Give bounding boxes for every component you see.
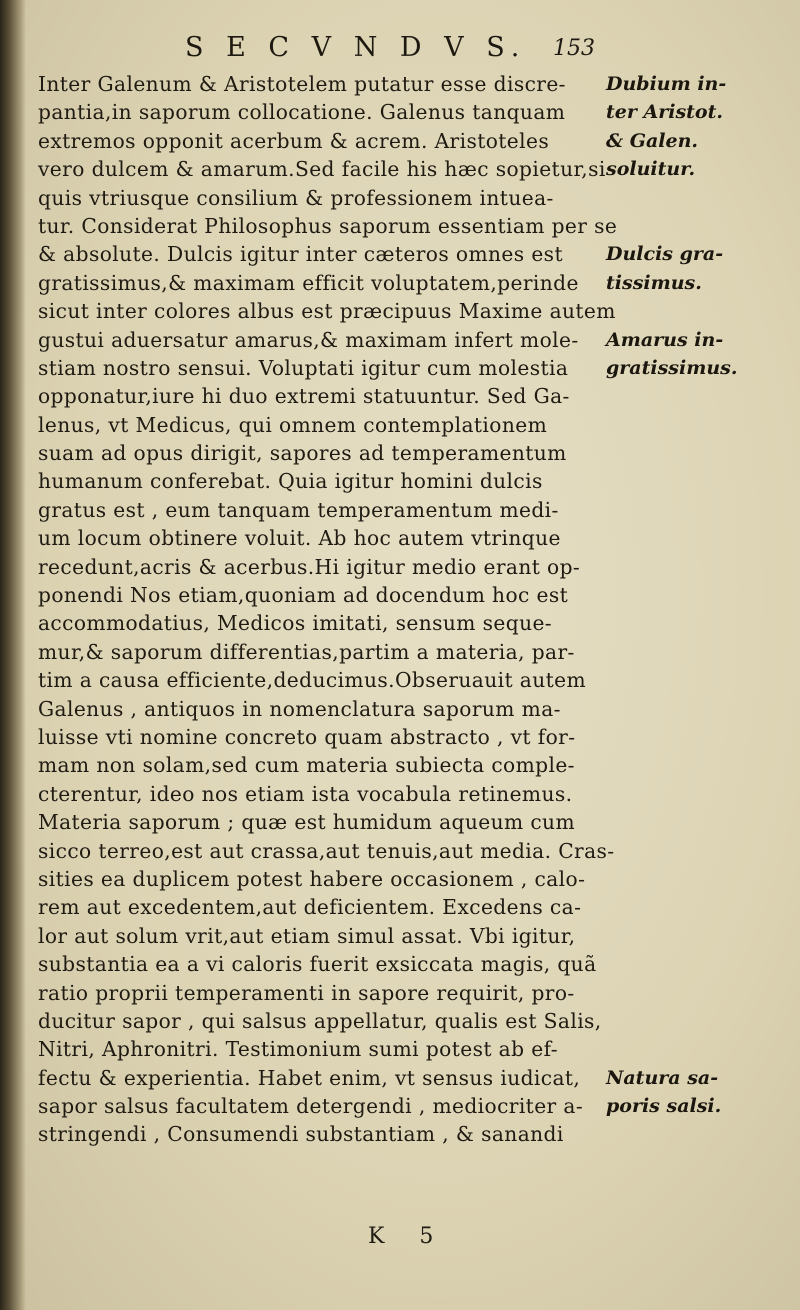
text-line: Materia saporum ; quæ est humidum aqueum cum (38, 810, 575, 835)
text-line: sapor salsus facultatem detergendi , mediocriter a- (38, 1094, 584, 1119)
text-line: humanum conferebat. Quia igitur homini dulcis (38, 469, 543, 494)
margin-note: poris salsi. (606, 1095, 722, 1118)
text-line: extremos opponit acerbum & acrem. Aristoteles (38, 128, 550, 153)
text-line: recedunt,acris & acerbus.Hi igitur medio erant op- (38, 554, 581, 579)
text-line: accommodatius, Medicos imitati, sensum seque- (38, 611, 553, 636)
text-line: stiam nostro sensui. Voluptati igitur cum molestia (38, 355, 569, 380)
text-line: Nitri, Aphronitri. Testimonium sumi potest ab ef- (38, 1037, 558, 1062)
text-line: luisse vti nomine concreto quam abstracto , vt for- (38, 724, 576, 749)
page-gutter-shadow (0, 0, 26, 1310)
text-line: ratio proprii temperamenti in sapore requirit, pro- (38, 980, 575, 1005)
margin-note: soluitur. (606, 158, 696, 181)
page-footer (0, 1224, 800, 1264)
text-line: pantia,in saporum collocatione. Galenus tanquam (38, 100, 566, 125)
text-line: opponatur,iure hi duo extremi statuuntur. Sed Ga- (38, 384, 570, 409)
text-line: tim a causa efficiente,deducimus.Obseruauit autem (38, 668, 587, 693)
text-line: & absolute. Dulcis igitur inter cæteros omnes est (38, 242, 563, 267)
text-line: lor aut solum vrit,aut etiam simul assat. Vbi igitur, (38, 923, 576, 948)
text-line: ponendi Nos etiam,quoniam ad docendum hoc est (38, 583, 569, 608)
text-line: ducitur sapor , qui salsus appellatur, qualis est Salis, (38, 1008, 602, 1033)
margin-note: Natura sa- (606, 1067, 719, 1089)
margin-note: Dubium in- (606, 73, 727, 95)
text-line: tur. Considerat Philosophus saporum essentiam per se (38, 213, 618, 238)
text-line: stringendi , Consumendi substantiam , & sanandi (38, 1122, 564, 1147)
running-title: S E C V N D V S. (185, 32, 527, 63)
margin-note: Dulcis gra- (606, 243, 724, 266)
margin-note: tissimus. (606, 271, 702, 294)
text-line: suam ad opus dirigit, sapores ad temperamentum (38, 441, 567, 466)
text-line: Inter Galenum & Aristotelem putatur esse discre- (38, 72, 566, 96)
margin-note: & Galen. (606, 129, 699, 152)
signature-mark: K 5 (368, 1224, 448, 1249)
text-line: gratus est , eum tanquam temperamentum medi- (38, 497, 559, 522)
text-line: um locum obtinere voluit. Ab hoc autem vtrinque (38, 526, 561, 551)
text-line: rem aut excedentem,aut deficientem. Excedens ca- (38, 895, 582, 920)
main-text-block (38, 70, 618, 1149)
text-line: sicut inter colores albus est præcipuus Maxime autem (38, 299, 616, 324)
text-line: cterentur, ideo nos etiam ista vocabula retinemus. (38, 781, 573, 806)
text-line: sities ea duplicem potest habere occasionem , calo- (38, 866, 586, 891)
text-line: gustui aduersatur amarus,& maximam infert mole- (38, 327, 579, 352)
margin-note: Amarus in- (606, 328, 724, 351)
text-line: substantia ea a vi caloris fuerit exsiccata magis, quã (38, 952, 597, 977)
text-line: mam non solam,sed cum materia subiecta comple- (38, 753, 575, 778)
page-header (0, 30, 800, 70)
text-line: sicco terreo,est aut crassa,aut tenuis,aut media. Cras- (38, 838, 615, 863)
text-line: fectu & experientia. Habet enim, vt sensus iudicat, (38, 1065, 581, 1090)
text-line: quis vtriusque consilium & professionem intuea- (38, 185, 554, 210)
text-line: vero dulcem & amarum.Sed facile his hæc sopietur,si (38, 157, 606, 182)
margin-note: ter Aristot. (606, 101, 723, 124)
page-number: 153 (553, 36, 595, 61)
text-line: Galenus , antiquos in nomenclatura saporum ma- (38, 696, 561, 721)
text-line: lenus, vt Medicus, qui omnem contemplationem (38, 412, 548, 437)
text-line: mur,& saporum differentias,partim a materia, par- (38, 639, 575, 664)
margin-note: gratissimus. (606, 357, 738, 379)
text-line: gratissimus,& maximam efficit voluptatem,perinde (38, 270, 579, 295)
